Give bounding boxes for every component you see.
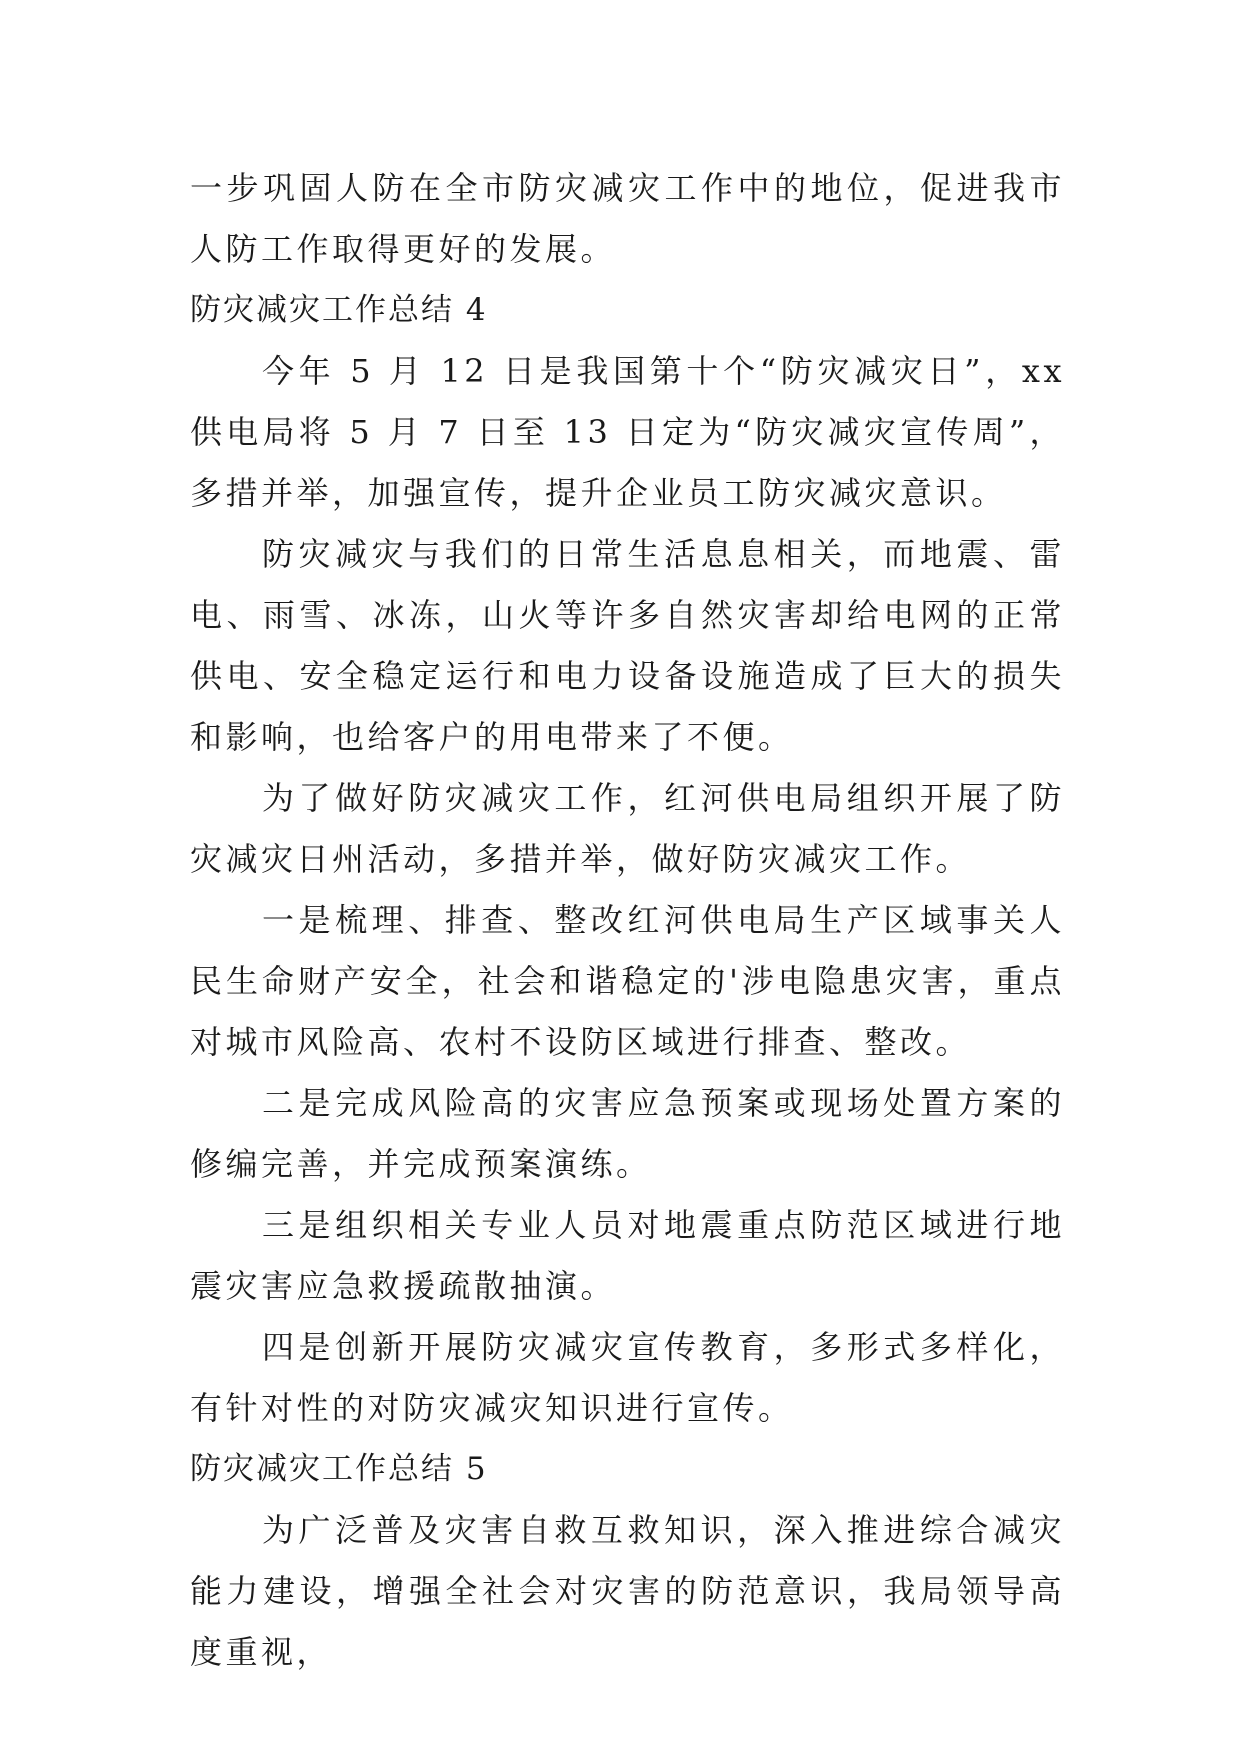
paragraph-natural-disasters: 防灾减灾与我们的日常生活息息相关，而地震、雷电、雨雪、冰冻，山火等许多自然灾害却给电网的正常供电、安全稳定运行和电力设备设施造成了巨大的损失和影响，也给客户的用电带来了不便。 <box>190 535 1065 756</box>
section-heading-5: 防灾减灾工作总结 5 <box>190 1451 488 1487</box>
paragraph-item-3: 三是组织相关专业人员对地震重点防范区域进行地震灾害应急救援疏散抽演。 <box>190 1206 1065 1305</box>
paragraph-disaster-day: 今年 5 月 12 日是我国第十个“防灾减灾日”，xx 供电局将 5 月 7 日至 13 日定为“防灾减灾宣传周”，多措并举，加强宣传，提升企业员工防灾减灾意识。 <box>190 352 1065 512</box>
paragraph-activities: 为了做好防灾减灾工作，红河供电局组织开展了防灾减灾日州活动，多措并举，做好防灾减灾工作。 <box>190 779 1065 878</box>
section-heading-4: 防灾减灾工作总结 4 <box>190 292 488 328</box>
document-body <box>190 158 1065 1683</box>
paragraph-summary-5: 为广泛普及灾害自救互救知识，深入推进综合减灾能力建设，增强全社会对灾害的防范意识，我局领导高度重视， <box>190 1511 1065 1671</box>
paragraph-item-1: 一是梳理、排查、整改红河供电局生产区域事关人民生命财产安全，社会和谐稳定的'涉电隐患灾害，重点对城市风险高、农村不设防区域进行排查、整改。 <box>190 901 1065 1061</box>
paragraph-item-2: 二是完成风险高的灾害应急预案或现场处置方案的修编完善，并完成预案演练。 <box>190 1084 1065 1183</box>
paragraph-item-4: 四是创新开展防灾减灾宣传教育，多形式多样化，有针对性的对防灾减灾知识进行宣传。 <box>190 1328 1065 1427</box>
paragraph-continuation: 一步巩固人防在全市防灾减灾工作中的地位，促进我市人防工作取得更好的发展。 <box>190 169 1065 268</box>
